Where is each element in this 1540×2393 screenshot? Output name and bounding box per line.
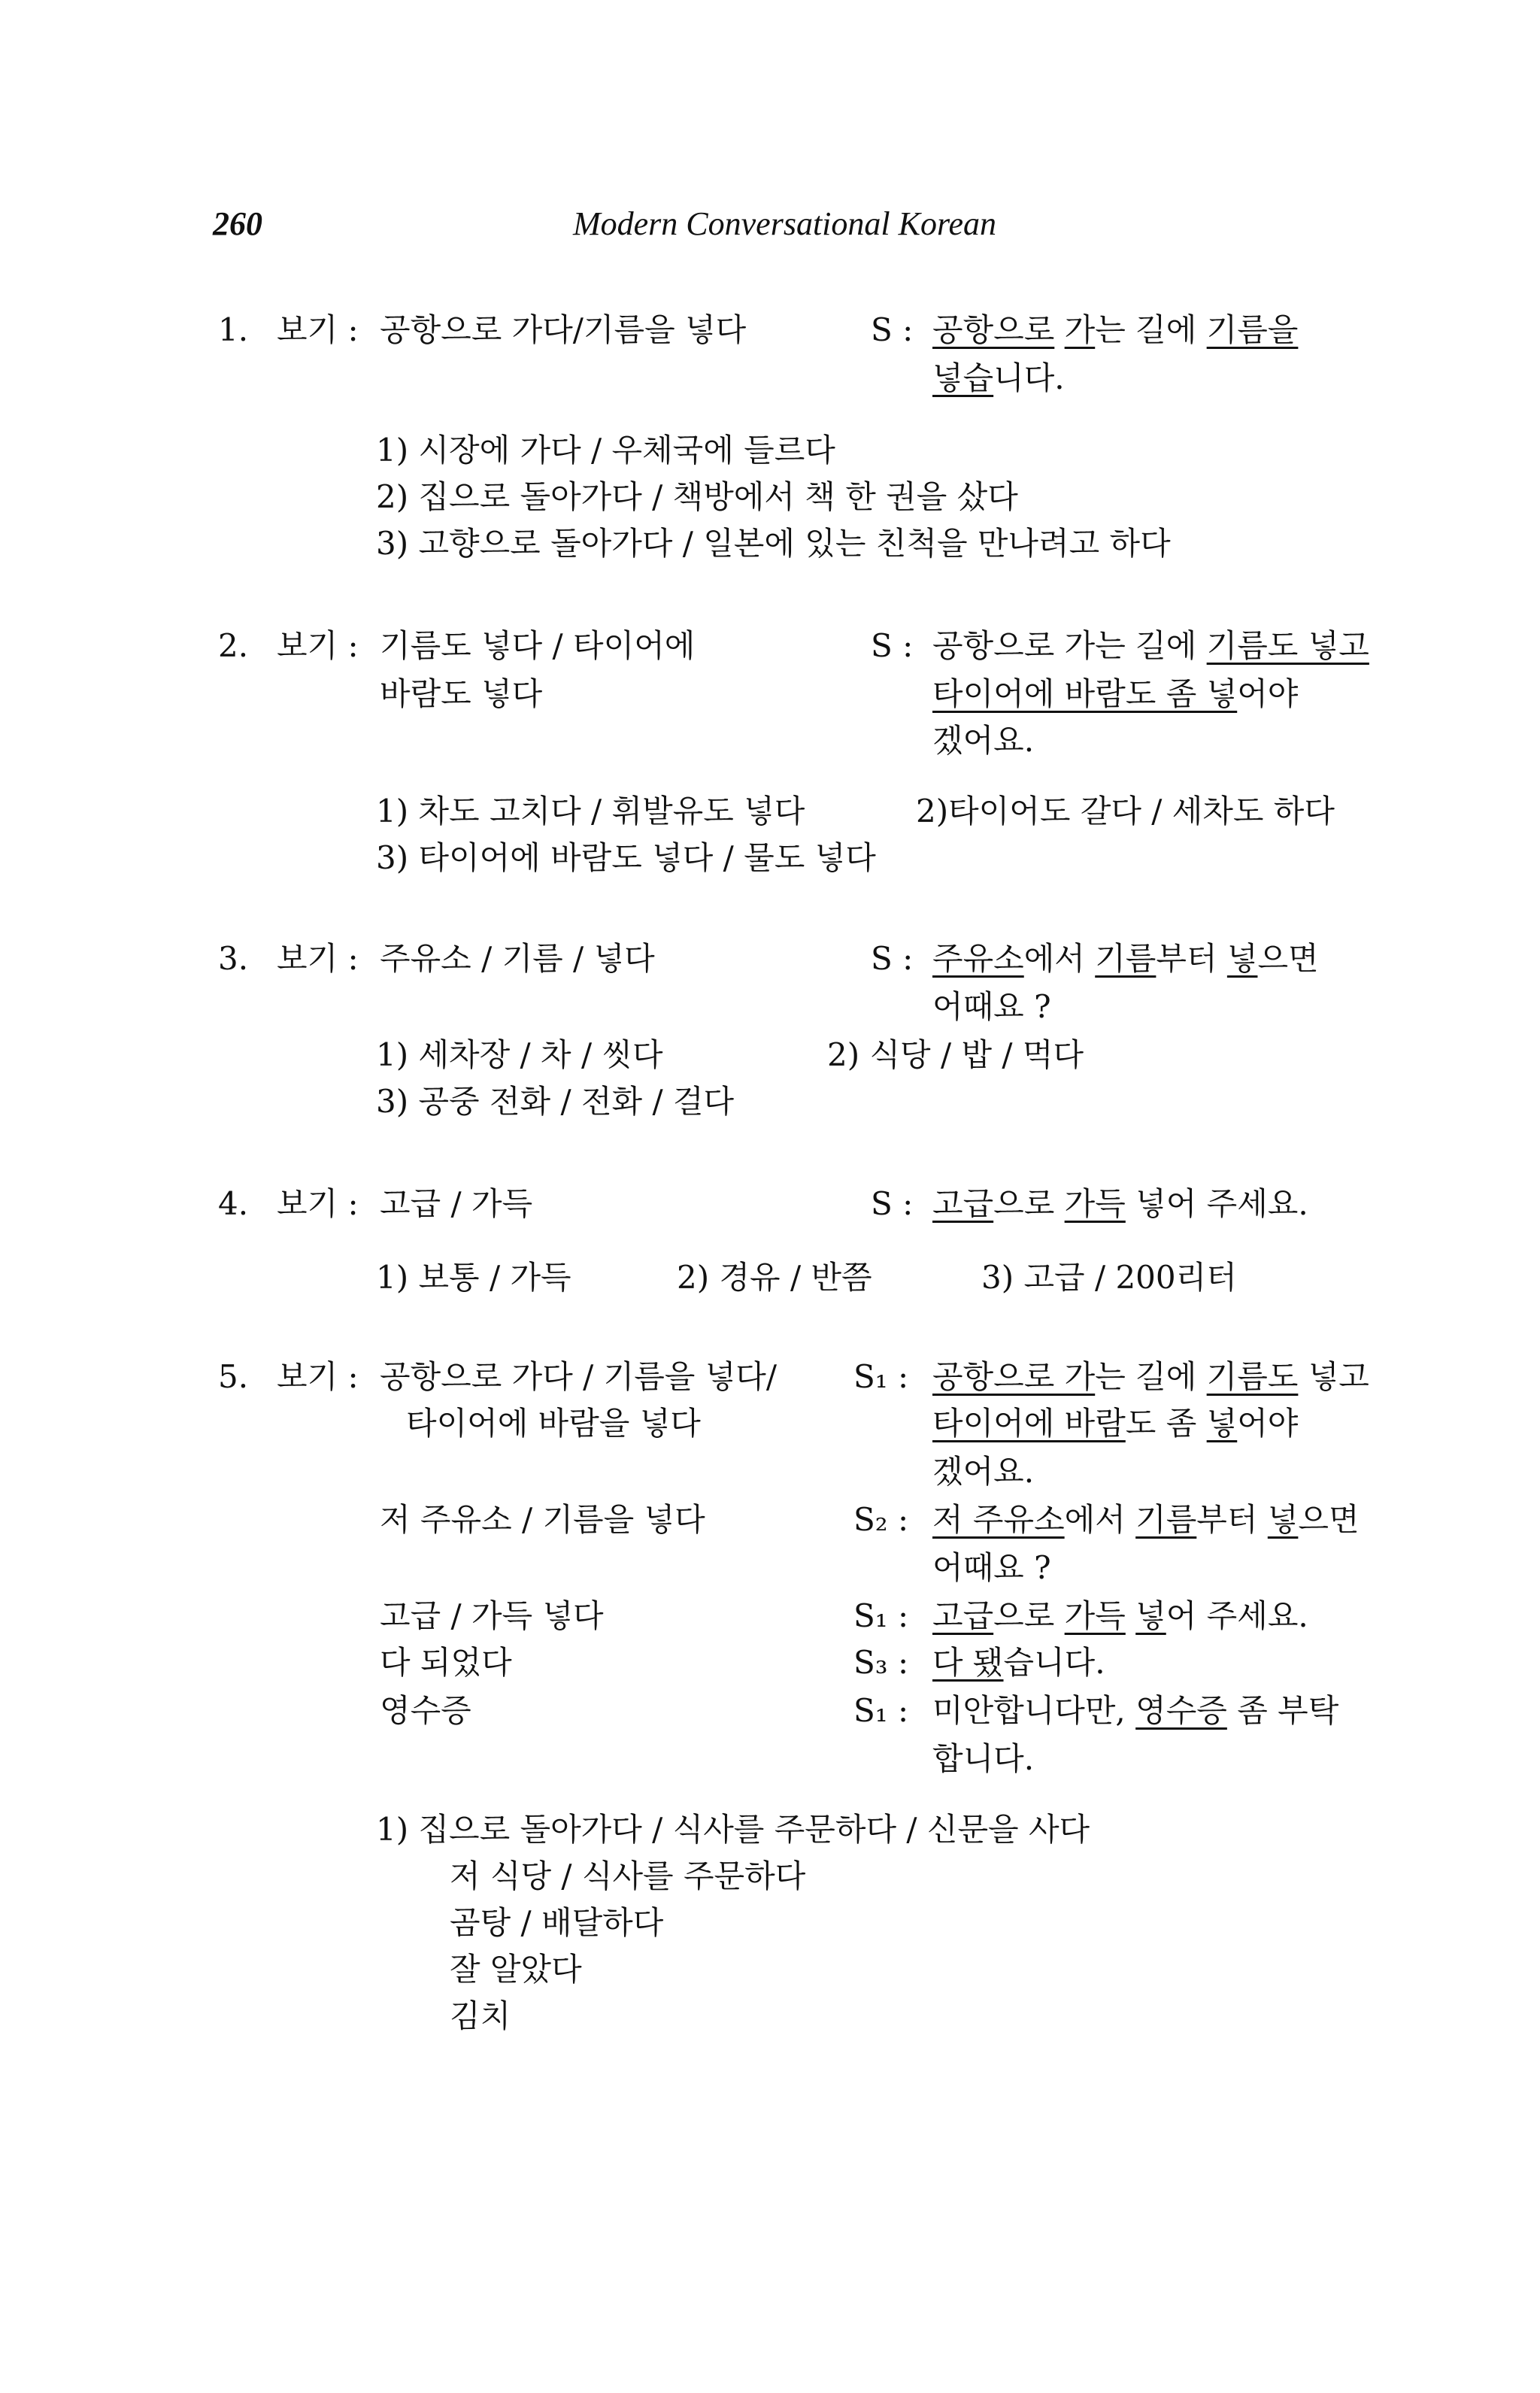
running-title: Modern Conversational Korean: [573, 205, 996, 242]
example-prompt: 영수증: [380, 1692, 471, 1729]
drill-item: 3) 공중 전화 / 전화 / 걸다: [376, 1083, 735, 1120]
drill-item: 2)타이어도 갈다 / 세차도 하다: [916, 793, 1335, 830]
model-sentence-line-1: 공항으로 가는 길에 기름을: [932, 311, 1299, 348]
example-prompt: 주유소 / 기름 / 넣다: [380, 940, 655, 977]
drill-item: 잘 알았다: [450, 1951, 582, 1988]
dialogue-line: 공항으로 가는 길에 기름도 넣고: [932, 1358, 1369, 1395]
drill-item: 저 식당 / 식사를 주문하다: [450, 1858, 806, 1894]
drill-item: 1) 보통 / 가득: [376, 1259, 571, 1296]
example-label: 보기 :: [277, 627, 359, 664]
drill-item: 1) 세차장 / 차 / 씻다: [376, 1036, 663, 1073]
drill-item: 김치: [450, 1997, 511, 2034]
dialogue-line: 겠어요.: [932, 1453, 1035, 1490]
drill-item: 3) 고급 / 200리터: [981, 1259, 1237, 1296]
dialogue-line: 다 됐습니다.: [932, 1644, 1105, 1681]
speaker-label: S :: [871, 940, 914, 977]
speaker-label: S₁ :: [853, 1358, 909, 1395]
exercise-number: 5.: [218, 1358, 249, 1395]
example-prompt: 저 주유소 / 기름을 넣다: [380, 1501, 705, 1538]
dialogue-line: 어때요 ?: [932, 1549, 1051, 1586]
exercise-number: 3.: [218, 940, 249, 977]
drill-item: 곰탕 / 배달하다: [450, 1904, 664, 1941]
model-sentence-line-2: 어때요 ?: [932, 988, 1051, 1025]
example-prompt: 고급 / 가득 넣다: [380, 1597, 604, 1634]
speaker-label: S :: [871, 1185, 914, 1222]
dialogue-line: 저 주유소에서 기름부터 넣으면: [932, 1501, 1360, 1538]
drill-item: 3) 고향으로 돌아가다 / 일본에 있는 친척을 만나려고 하다: [376, 525, 1171, 562]
dialogue-line: 타이어에 바람도 좀 넣어야: [932, 1405, 1299, 1442]
model-sentence-line-1: 공항으로 가는 길에 기름도 넣고: [932, 627, 1369, 664]
example-prompt: 기름도 넣다 / 타이어에: [380, 627, 696, 664]
speaker-label: S :: [871, 311, 914, 348]
page-number: 260: [213, 205, 262, 242]
drill-item: 2) 집으로 돌아가다 / 책방에서 책 한 권을 샀다: [376, 478, 1018, 515]
drill-item: 2) 식당 / 밥 / 먹다: [827, 1036, 1084, 1073]
model-sentence-line-3: 겠어요.: [932, 722, 1035, 759]
model-sentence-line-2: 넣습니다.: [932, 359, 1065, 396]
example-prompt: 타이어에 바람을 넣다: [406, 1405, 701, 1442]
drill-item: 3) 타이어에 바람도 넣다 / 물도 넣다: [376, 839, 876, 876]
example-prompt: 공항으로 가다 / 기름을 넣다/: [380, 1358, 777, 1395]
model-sentence-line-2: 타이어에 바람도 좀 넣어야: [932, 675, 1299, 712]
drill-item: 1) 집으로 돌아가다 / 식사를 주문하다 / 신문을 사다: [376, 1811, 1090, 1848]
dialogue-line: 합니다.: [932, 1740, 1035, 1777]
speaker-label: S₂ :: [853, 1501, 909, 1538]
example-label: 보기 :: [277, 940, 359, 977]
speaker-label: S₁ :: [853, 1597, 909, 1634]
exercise-number: 4.: [218, 1185, 249, 1222]
dialogue-line: 고급으로 가득 넣어 주세요.: [932, 1597, 1308, 1634]
exercise-number: 1.: [218, 311, 249, 348]
example-prompt: 고급 / 가득: [380, 1185, 533, 1222]
drill-item: 2) 경유 / 반쯤: [677, 1259, 872, 1296]
example-label: 보기 :: [277, 1185, 359, 1222]
model-sentence-line-1: 주유소에서 기름부터 넣으면: [932, 940, 1319, 977]
exercise-number: 2.: [218, 627, 249, 664]
example-label: 보기 :: [277, 311, 359, 348]
speaker-label: S :: [871, 627, 914, 664]
drill-item: 1) 차도 고치다 / 휘발유도 넣다: [376, 793, 805, 830]
example-prompt: 바람도 넣다: [380, 675, 543, 712]
model-sentence-line-1: 고급으로 가득 넣어 주세요.: [932, 1185, 1308, 1222]
example-prompt: 다 되었다: [380, 1644, 512, 1681]
example-label: 보기 :: [277, 1358, 359, 1395]
speaker-label: S₁ :: [853, 1692, 909, 1729]
drill-item: 1) 시장에 가다 / 우체국에 들르다: [376, 432, 835, 469]
dialogue-line: 미안합니다만, 영수증 좀 부탁: [932, 1692, 1339, 1729]
speaker-label: S₃ :: [853, 1644, 909, 1681]
example-prompt: 공항으로 가다/기름을 넣다: [380, 311, 747, 348]
